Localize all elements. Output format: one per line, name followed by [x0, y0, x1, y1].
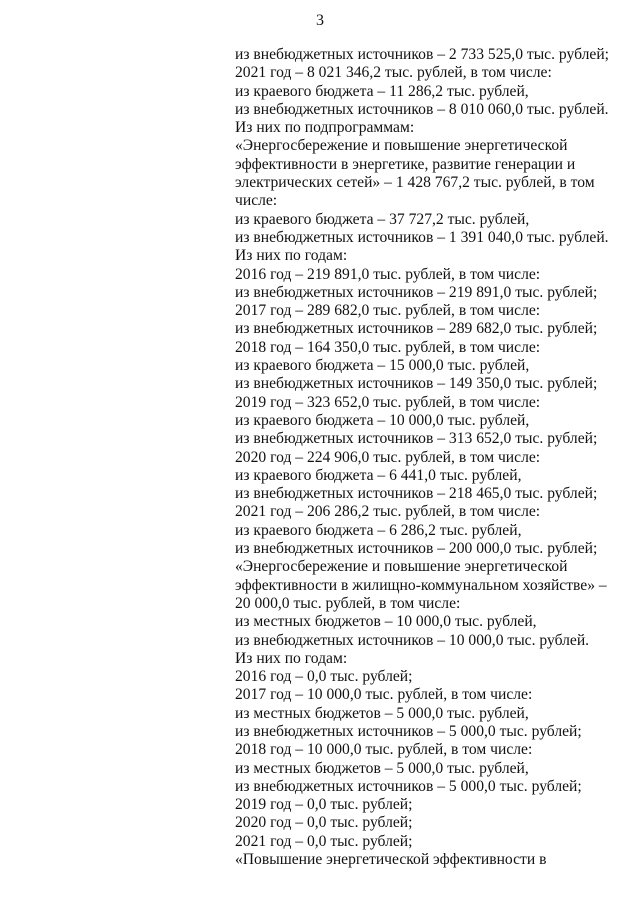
text-line: из внебюджетных источников – 313 652,0 тыс. рублей;: [235, 430, 598, 448]
text-line: «Повышение энергетической эффективности в: [235, 851, 547, 869]
text-line: 2017 год – 289 682,0 тыс. рублей, в том числе:: [235, 302, 541, 320]
text-line: из местных бюджетов – 10 000,0 тыс. рублей,: [235, 613, 537, 631]
text-line: эффективности в жилищно-коммунальном хозяйстве» –: [235, 576, 607, 594]
text-line: из внебюджетных источников – 1 391 040,0 тыс. рублей.: [235, 228, 609, 246]
text-line: электрических сетей» – 1 428 767,2 тыс. рублей, в том: [235, 174, 595, 192]
text-line: из внебюджетных источников – 5 000,0 тыс. рублей;: [235, 722, 582, 740]
text-line: 2021 год – 0,0 тыс. рублей;: [235, 832, 413, 850]
text-line: 2019 год – 323 652,0 тыс. рублей, в том числе:: [235, 393, 541, 411]
text-line: из внебюджетных источников – 200 000,0 тыс. рублей;: [235, 540, 598, 558]
text-line: Из них по подпрограммам:: [235, 119, 415, 137]
text-line: 2018 год – 10 000,0 тыс. рублей, в том числе:: [235, 741, 533, 759]
text-line: 2021 год – 206 286,2 тыс. рублей, в том числе:: [235, 503, 541, 521]
text-line: из краевого бюджета – 11 286,2 тыс. рублей,: [235, 82, 529, 100]
text-line: эффективности в энергетике, развитие генерации и: [235, 155, 576, 173]
text-line: из внебюджетных источников – 289 682,0 тыс. рублей;: [235, 320, 598, 338]
text-line: 2020 год – 0,0 тыс. рублей;: [235, 814, 413, 832]
text-line: из внебюджетных источников – 8 010 060,0 тыс. рублей.: [235, 100, 609, 118]
text-line: из краевого бюджета – 6 441,0 тыс. рублей,: [235, 466, 522, 484]
document-body: [235, 46, 635, 869]
text-line: числе:: [235, 192, 278, 210]
text-line: 2018 год – 164 350,0 тыс. рублей, в том числе:: [235, 338, 541, 356]
text-line: из внебюджетных источников – 149 350,0 тыс. рублей;: [235, 375, 598, 393]
text-line: «Энергосбережение и повышение энергетической: [235, 137, 568, 155]
text-line: из краевого бюджета – 15 000,0 тыс. рублей,: [235, 357, 530, 375]
page-number: 3: [316, 12, 324, 29]
text-line: 20 000,0 тыс. рублей, в том числе:: [235, 594, 461, 612]
text-line: из внебюджетных источников – 2 733 525,0 тыс. рублей;: [235, 46, 610, 63]
text-line: из местных бюджетов – 5 000,0 тыс. рублей,: [235, 704, 529, 722]
text-line: Из них по годам:: [235, 247, 348, 265]
text-line: из внебюджетных источников – 10 000,0 тыс. рублей.: [235, 631, 590, 649]
text-line: из внебюджетных источников – 5 000,0 тыс. рублей;: [235, 777, 582, 795]
text-line: из внебюджетных источников – 219 891,0 тыс. рублей;: [235, 283, 598, 301]
text-line: 2021 год – 8 021 346,2 тыс. рублей, в том числе:: [235, 64, 552, 82]
text-line: «Энергосбережение и повышение энергетической: [235, 558, 568, 576]
text-line: из краевого бюджета – 37 727,2 тыс. рублей,: [235, 210, 530, 228]
text-line: из краевого бюджета – 10 000,0 тыс. рублей,: [235, 411, 530, 429]
text-line: 2016 год – 0,0 тыс. рублей;: [235, 668, 413, 686]
text-line: 2016 год – 219 891,0 тыс. рублей, в том числе:: [235, 265, 541, 283]
text-line: из внебюджетных источников – 218 465,0 тыс. рублей;: [235, 485, 598, 503]
text-line: из краевого бюджета – 6 286,2 тыс. рублей,: [235, 521, 522, 539]
text-line: из местных бюджетов – 5 000,0 тыс. рублей,: [235, 759, 529, 777]
text-line: 2017 год – 10 000,0 тыс. рублей, в том числе:: [235, 686, 533, 704]
text-line: Из них по годам:: [235, 649, 348, 667]
text-line: 2019 год – 0,0 тыс. рублей;: [235, 796, 413, 814]
text-line: 2020 год – 224 906,0 тыс. рублей, в том числе:: [235, 448, 541, 466]
